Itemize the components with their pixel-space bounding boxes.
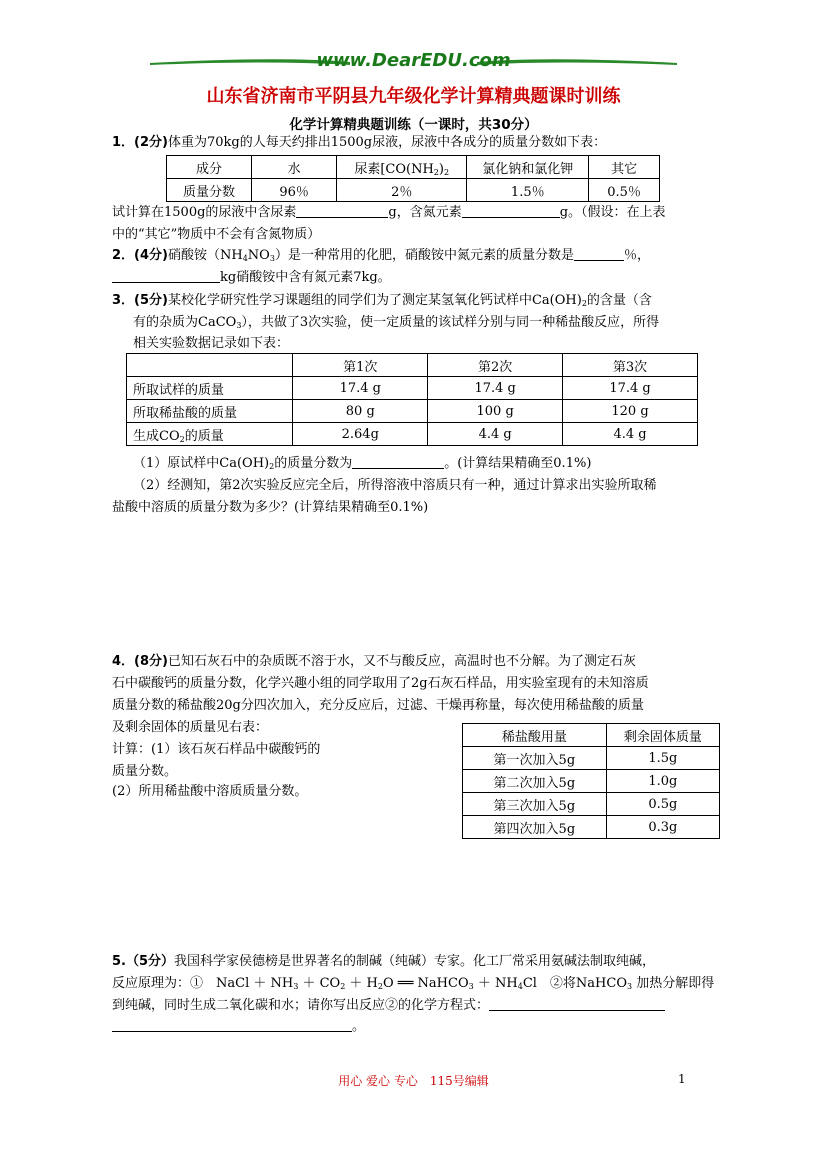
question-3-part-1	[133, 454, 591, 477]
table-cell	[127, 354, 293, 377]
question-2	[112, 246, 650, 269]
table-cell: 第三次加入5g	[463, 793, 607, 816]
text: g。（假设：在上表	[559, 205, 666, 220]
table-cell: 所取稀盐酸的质量	[127, 400, 293, 423]
question-1-number: 1．(2分)	[112, 135, 168, 150]
question-4-number: 4．(8分)	[112, 654, 168, 669]
table-cell: 剩余固体质量	[606, 724, 719, 747]
page-number: 1	[678, 1072, 686, 1086]
table-cell: 第四次加入5g	[463, 816, 607, 839]
table-row	[463, 816, 720, 839]
table-row	[127, 377, 698, 400]
table-cell: 4.4 g	[563, 423, 698, 446]
text: 我国科学家侯德榜是世界著名的制碱（纯碱）专家。化工厂常采用氨碱法制取纯碱，	[174, 954, 656, 969]
table-cell: 17.4 g	[428, 377, 563, 400]
question-3-number: 3．(5分)	[112, 293, 168, 308]
question-4-calc-1b: 质量分数。	[112, 764, 178, 779]
text: g，含氮元素	[388, 205, 462, 220]
text: 试计算在1500g的尿液中含尿素	[112, 205, 297, 220]
question-1-note: 中的“其它”物质中不会有含氮物质）	[112, 227, 321, 242]
answer-blank-equation[interactable]	[489, 996, 665, 1011]
table-cell: 成分	[167, 156, 252, 179]
table-cell: 所取试样的质量	[127, 377, 293, 400]
question-4-line2: 石中碳酸钙的质量分数，化学兴趣小组的同学取用了2g石灰石样品，用实验室现有的未知溶质	[112, 676, 649, 691]
table-row	[463, 793, 720, 816]
question-1	[112, 133, 606, 153]
question-5	[112, 952, 655, 972]
answer-blank-percent[interactable]	[574, 246, 624, 261]
table-cell: 120 g	[563, 400, 698, 423]
question-3-line3: 相关实验数据记录如下表：	[133, 336, 290, 351]
table-row	[463, 747, 720, 770]
text: 已知石灰石中的杂质既不溶于水，又不与酸反应，高温时也不分解。为了测定石灰	[167, 654, 636, 669]
question-4-calc-2: (2）所用稀盐酸中溶质质量分数。	[112, 784, 308, 799]
table-header-row	[167, 156, 660, 179]
table-cell: 2.64g	[293, 423, 428, 446]
answer-blank-urea[interactable]	[296, 203, 388, 218]
table-row	[127, 400, 698, 423]
question-5-line3	[112, 996, 665, 1016]
table-cell: 96％	[252, 179, 337, 202]
table-cell: 质量分数	[167, 179, 252, 202]
question-5-number: 5.（5分）	[112, 954, 175, 969]
question-5-line2: 反应原理为：① NaCl ＋ $NH_3 + CO_2 + H_2O$ ══ NaHCO$_3$ ＋ $NH_4Cl$ ②将NaHCO$_3$ 加热分解即得	[112, 976, 715, 991]
question-1-prompt	[112, 203, 666, 223]
table-cell: 生成$CO_2$的质量	[127, 423, 293, 446]
question-3	[112, 291, 652, 314]
table-cell: 0.5g	[606, 793, 719, 816]
text: 硝酸铵$(NH_4NO_3)$是一种常用的化肥，硝酸铵中氮元素的质量分数是	[167, 248, 574, 263]
text: 。	[352, 1019, 366, 1034]
text: ％，	[623, 248, 650, 263]
table-cell: 水	[252, 156, 337, 179]
table-header-row	[127, 354, 698, 377]
question-1-text: 体重为70kg的人每天约排出1500g尿液，尿液中各成分的质量分数如下表：	[167, 135, 607, 150]
table-cell: 0.3g	[606, 816, 719, 839]
question-4	[112, 652, 636, 672]
text: 。(计算结果精确至0.1%)	[444, 456, 592, 471]
question-3-part-2: （2）经测知，第2次实验反应完全后，所得溶液中溶质只有一种，通过计算求出实验所取稀	[133, 478, 657, 493]
table-cell: 第2次	[428, 354, 563, 377]
text: 某校化学研究性学习课题组的同学们为了测定某氢氧化钙试样中$Ca(OH)_2$的含量（含	[167, 293, 652, 308]
table-cell: 尿素[$CO(NH_2)_2$	[337, 156, 467, 179]
question-5-line4	[112, 1017, 365, 1037]
page-title: 山东省济南市平阴县九年级化学计算精典题课时训练	[206, 86, 621, 107]
text: 到纯碱，同时生成二氧化碳和水；请你写出反应②的化学方程式：	[112, 998, 490, 1013]
answer-blank-nitrogen[interactable]	[462, 203, 560, 218]
table-cell: 4.4 g	[428, 423, 563, 446]
table-cell: 80 g	[293, 400, 428, 423]
urine-composition-table	[166, 155, 660, 202]
text: （1）原试样中$Ca(OH)_2$的质量分数为	[133, 456, 353, 471]
table-cell: 氯化钠和氯化钾	[467, 156, 589, 179]
table-cell: 2％	[337, 179, 467, 202]
experiment-data-table	[126, 353, 698, 446]
text: kg硝酸铵中含有氮元素7kg。	[220, 270, 391, 285]
answer-blank-caoh2[interactable]	[352, 454, 444, 469]
table-cell: 稀盐酸用量	[463, 724, 607, 747]
limestone-data-table	[462, 723, 720, 839]
table-cell: 第1次	[293, 354, 428, 377]
table-cell: 第二次加入5g	[463, 770, 607, 793]
table-row	[463, 770, 720, 793]
table-cell: 1.5g	[606, 747, 719, 770]
table-cell: 第3次	[563, 354, 698, 377]
question-4-calc-1: 计算：(1）该石灰石样品中碳酸钙的	[112, 742, 321, 757]
table-cell: 17.4 g	[293, 377, 428, 400]
answer-blank-equation-cont[interactable]	[112, 1017, 352, 1032]
page-subtitle: 化学计算精典题训练（一课时，共30分）	[289, 117, 538, 133]
question-3-part-2-line2: 盐酸中溶质的质量分数为多少？(计算结果精确至0.1%)	[112, 500, 429, 515]
question-3-line2: 有的杂质为CaCO$_3$），共做了3次实验，使一定质量的该试样分别与同一种稀盐酸反应，所得	[133, 315, 660, 330]
table-cell: 17.4 g	[563, 377, 698, 400]
footer-text: 用心 爱心 专心 115号编辑	[338, 1074, 489, 1088]
question-2-number: 2．(4分)	[112, 248, 168, 263]
table-cell: 100 g	[428, 400, 563, 423]
table-cell: 0.5％	[589, 179, 660, 202]
table-cell: 1.0g	[606, 770, 719, 793]
table-row	[127, 423, 698, 446]
table-header-row	[463, 724, 720, 747]
question-4-line4: 及剩余固体的质量见右表：	[112, 720, 269, 735]
answer-blank-kg[interactable]	[112, 268, 220, 283]
table-cell: 第一次加入5g	[463, 747, 607, 770]
site-banner[interactable]: www.DearEDU.com	[316, 50, 511, 71]
question-2-line2	[112, 268, 391, 288]
table-cell: 其它	[589, 156, 660, 179]
table-cell: 1.5％	[467, 179, 589, 202]
table-row	[167, 179, 660, 202]
question-4-line3: 质量分数的稀盐酸20g分四次加入，充分反应后，过滤、干燥再称量，每次使用稀盐酸的质量	[112, 698, 644, 713]
